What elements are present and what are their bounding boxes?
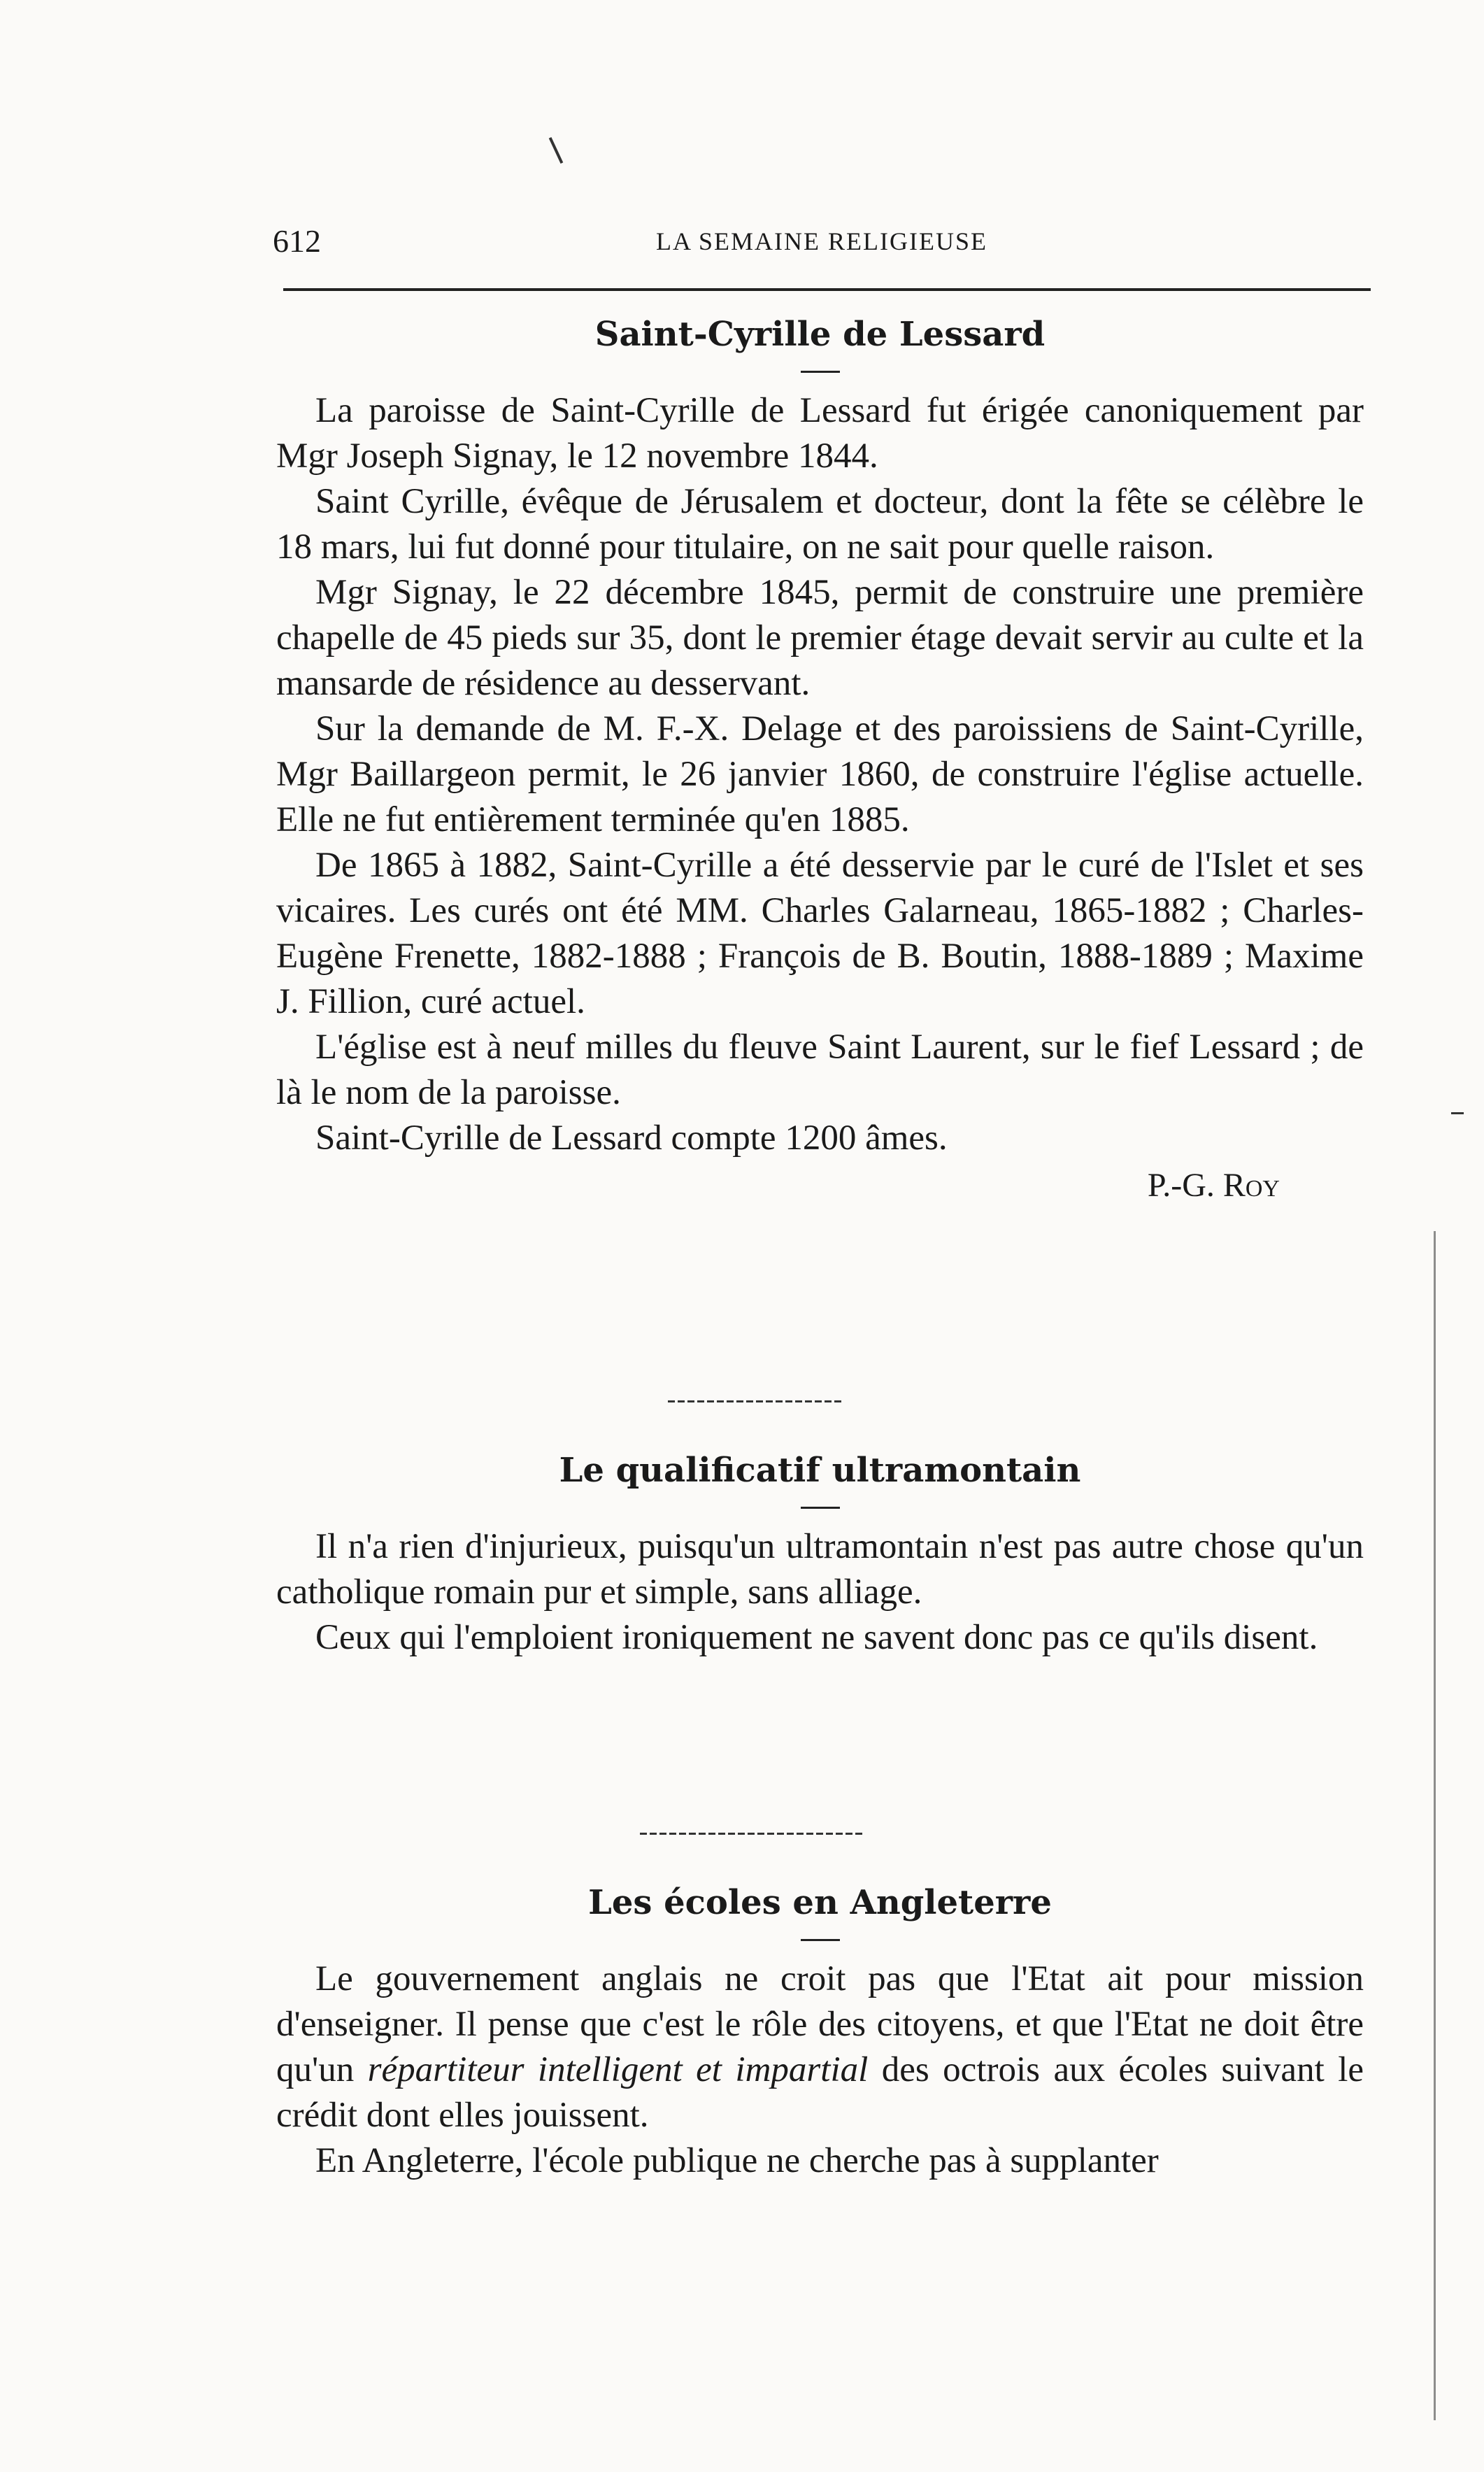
section-separator <box>640 1833 864 1835</box>
paragraph: L'église est à neuf milles du fleuve Saint Laurent, sur le fief Lessard ; de là le nom de la paroisse. <box>276 1028 1364 1112</box>
header-rule <box>283 288 1371 291</box>
paragraph-text: des octrois aux écoles suivant le crédit dont elles jouissent. <box>276 2050 1364 2135</box>
paragraph: De 1865 à 1882, Saint-Cyrille a été desservie par le curé de l'Islet et ses vicaires. Les curés ont été MM. Charles Galarneau, 1865-1882 ; Charles-Eugène Frenette, 1882-1888 ; François de B. Boutin, 1888-1889 ; Maxime J. Fillion, curé actuel. <box>276 846 1364 1021</box>
paragraph-text: Le gouvernement anglais ne croit pas que l'Etat ait pour mission d'enseigner. Il pense que c'est le rôle des citoyens, et que l'Etat ne doit être qu'un <box>276 1959 1364 2089</box>
author-signature: P.-G. Roy <box>1147 1167 1280 1204</box>
section-title: Saint-Cyrille de Lessard <box>594 315 1046 354</box>
paragraph: La paroisse de Saint-Cyrille de Lessard fut érigée canoniquement par Mgr Joseph Signay, le 12 novembre 1844. <box>276 391 1364 476</box>
title-dash <box>801 1507 840 1509</box>
margin-line <box>1434 1231 1436 2420</box>
section-title: Les écoles en Angleterre <box>588 1883 1052 1922</box>
title-dash <box>801 1939 840 1941</box>
section-ecoles <box>276 1882 1364 2184</box>
running-head: LA SEMAINE RELIGIEUSE <box>656 227 987 255</box>
margin-tick <box>1451 1112 1464 1114</box>
paragraph: Mgr Signay, le 22 décembre 1845, permit de construire une première chapelle de 45 pieds sur 35, dont le premier étage devait servir au culte et la mansarde de résidence au desservant. <box>276 573 1364 703</box>
section-separator <box>668 1400 843 1402</box>
paragraph: Il n'a rien d'injurieux, puisqu'un ultramontain n'est pas autre chose qu'un catholique romain pur et simple, sans alliage. <box>276 1527 1364 1612</box>
section-ultramontain <box>276 1449 1364 1661</box>
page-number: 612 <box>273 223 321 259</box>
page-header <box>273 222 1371 264</box>
title-dash <box>801 371 840 373</box>
paragraph: Sur la demande de M. F.-X. Delage et des paroissiens de Saint-Cyrille, Mgr Baillargeon permit, le 26 janvier 1860, de construire l'église actuelle. Elle ne fut entièrement terminée qu'en 1885. <box>276 709 1364 839</box>
section-title: Le qualificatif ultramontain <box>559 1451 1081 1490</box>
paragraph: Saint-Cyrille de Lessard compte 1200 âmes. <box>315 1118 948 1158</box>
scan-speck <box>549 137 564 164</box>
paragraph <box>276 1956 1364 2138</box>
paragraph: Ceux qui l'emploient ironiquement ne savent donc pas ce qu'ils disent. <box>315 1618 1318 1657</box>
paragraph: En Angleterre, l'école publique ne cherche pas à supplanter <box>315 2141 1159 2180</box>
paragraph: Saint Cyrille, évêque de Jérusalem et docteur, dont la fête se célèbre le 18 mars, lui fut donné pour titulaire, on ne sait pour quelle raison. <box>276 482 1364 567</box>
italic-phrase: répartiteur intelligent et impartial <box>367 2050 869 2089</box>
section-saint-cyrille <box>276 313 1364 1208</box>
